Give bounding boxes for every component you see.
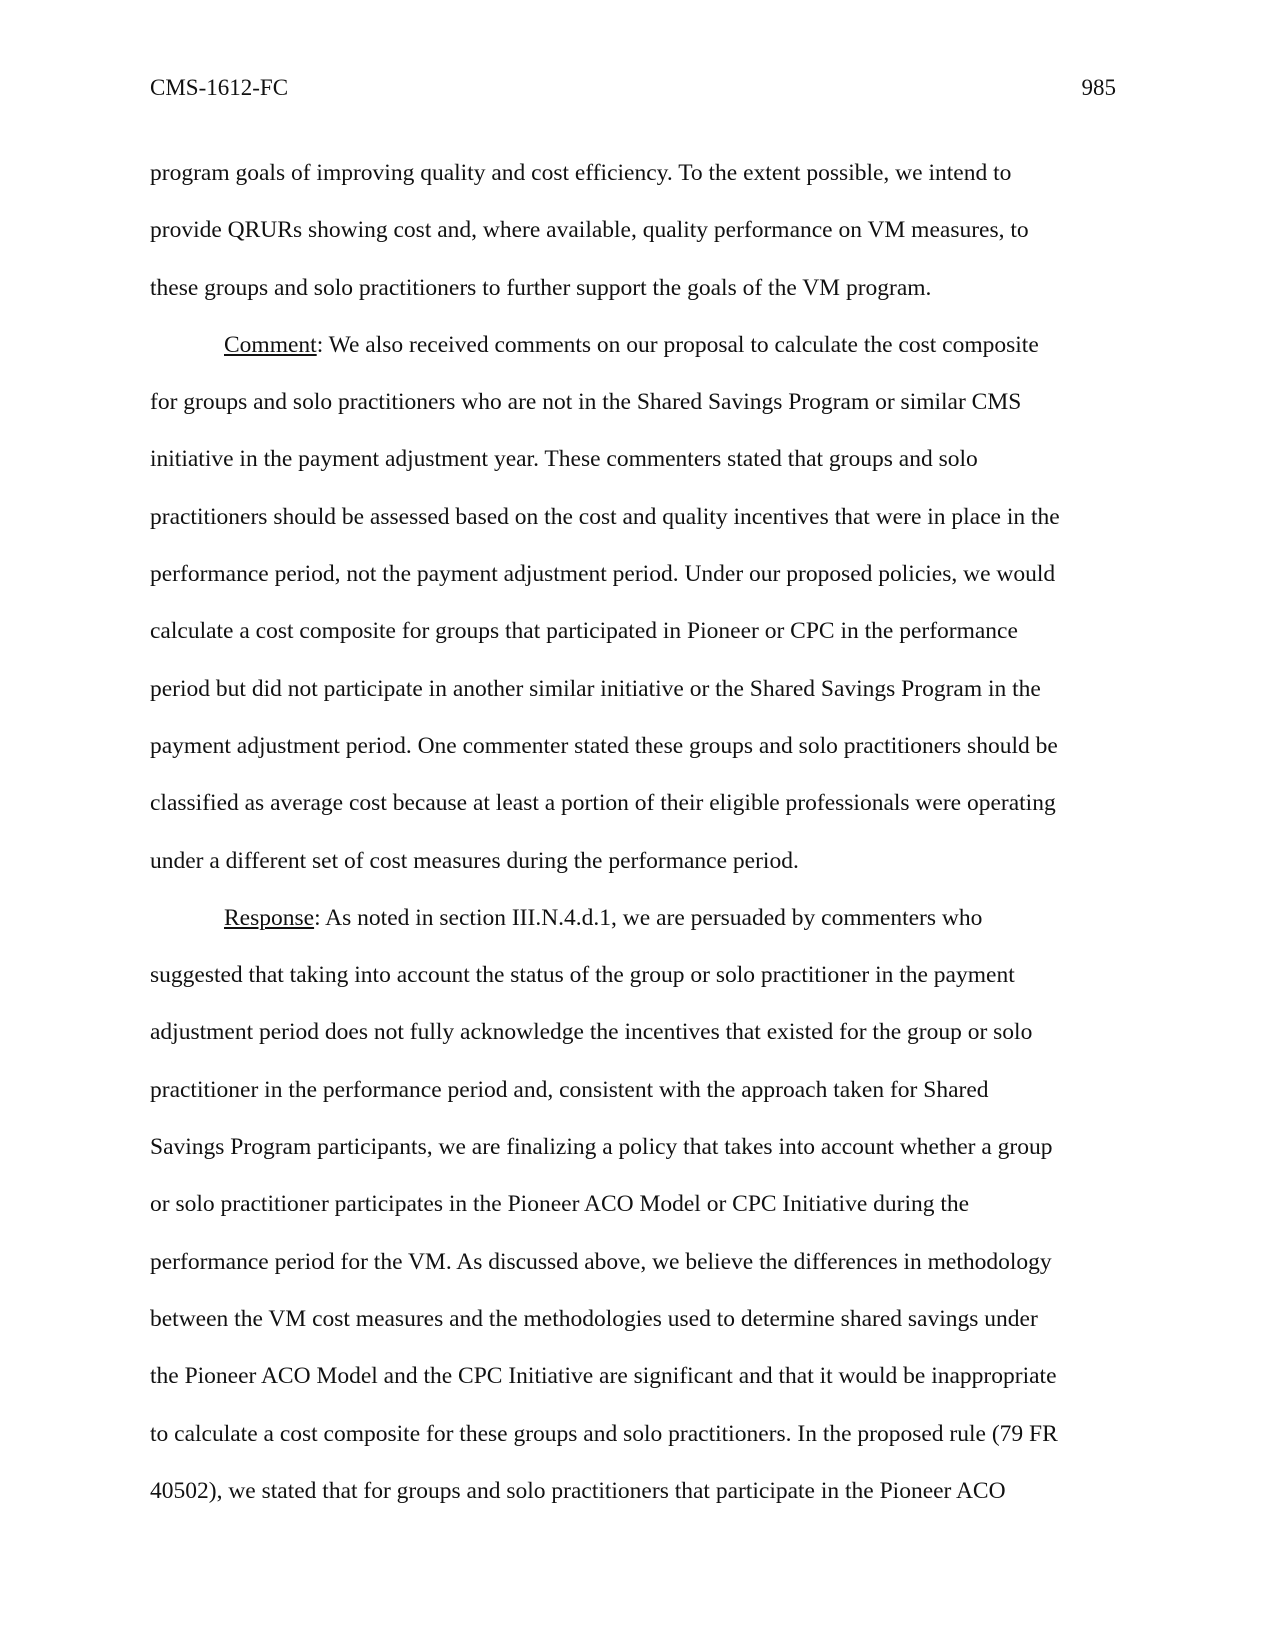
text-line: to calculate a cost composite for these groups and solo practitioners. In the proposed rule (79 FR — [150, 1420, 1058, 1447]
text-line: performance period, not the payment adjustment period. Under our proposed policies, we would — [150, 561, 1056, 588]
text-line: for groups and solo practitioners who are not in the Shared Savings Program or similar CMS — [150, 389, 1022, 416]
page-header — [150, 72, 1116, 104]
text-line: practitioners should be assessed based on the cost and quality incentives that were in place in the — [150, 503, 1060, 530]
text-line: these groups and solo practitioners to further support the goals of the VM program. — [150, 274, 932, 301]
text-line: between the VM cost measures and the methodologies used to determine shared savings under — [150, 1305, 1038, 1332]
text-line — [150, 317, 1125, 374]
text-line: the Pioneer ACO Model and the CPC Initiative are significant and that it would be inappropriate — [150, 1363, 1057, 1390]
text-line: program goals of improving quality and cost efficiency. To the extent possible, we intend to — [150, 160, 1012, 186]
paragraph-continuation — [150, 145, 1125, 317]
document-id: CMS-1612-FC — [150, 75, 289, 100]
text-line: or solo practitioner participates in the Pioneer ACO Model or CPC Initiative during the — [150, 1191, 970, 1218]
paragraph-response — [150, 890, 1125, 1520]
text-line — [150, 890, 1125, 947]
text-line: adjustment period does not fully acknowledge the incentives that existed for the group or solo — [150, 1019, 1033, 1046]
comment-label: Comment — [224, 331, 317, 358]
text-line: calculate a cost composite for groups that participated in Pioneer or CPC in the performance — [150, 618, 1018, 645]
page-number: 985 — [1081, 75, 1116, 100]
text-line: suggested that taking into account the status of the group or solo practitioner in the payment — [150, 962, 1015, 989]
text-span: : As noted in section III.N.4.d.1, we are persuaded by commenters who — [314, 904, 983, 931]
response-label: Response — [224, 904, 315, 931]
text-line: classified as average cost because at least a portion of their eligible professionals were operating — [150, 790, 1056, 817]
document-body — [150, 145, 1125, 1520]
text-line: under a different set of cost measures during the performance period. — [150, 847, 799, 874]
text-span: : We also received comments on our proposal to calculate the cost composite — [316, 331, 1039, 358]
text-line: period but did not participate in another similar initiative or the Shared Savings Program in the — [150, 675, 1041, 702]
paragraph-comment — [150, 317, 1125, 890]
text-line: Savings Program participants, we are finalizing a policy that takes into account whether a group — [150, 1134, 1053, 1161]
text-line: payment adjustment period. One commenter stated these groups and solo practitioners should be — [150, 732, 1058, 759]
text-line: provide QRURs showing cost and, where available, quality performance on VM measures, to — [150, 217, 1029, 244]
text-line: initiative in the payment adjustment year. These commenters stated that groups and solo — [150, 446, 978, 473]
text-line: 40502), we stated that for groups and solo practitioners that participate in the Pioneer ACO — [150, 1477, 1006, 1504]
text-line: performance period for the VM. As discussed above, we believe the differences in methodology — [150, 1248, 1052, 1275]
text-line: practitioner in the performance period and, consistent with the approach taken for Shared — [150, 1076, 989, 1103]
